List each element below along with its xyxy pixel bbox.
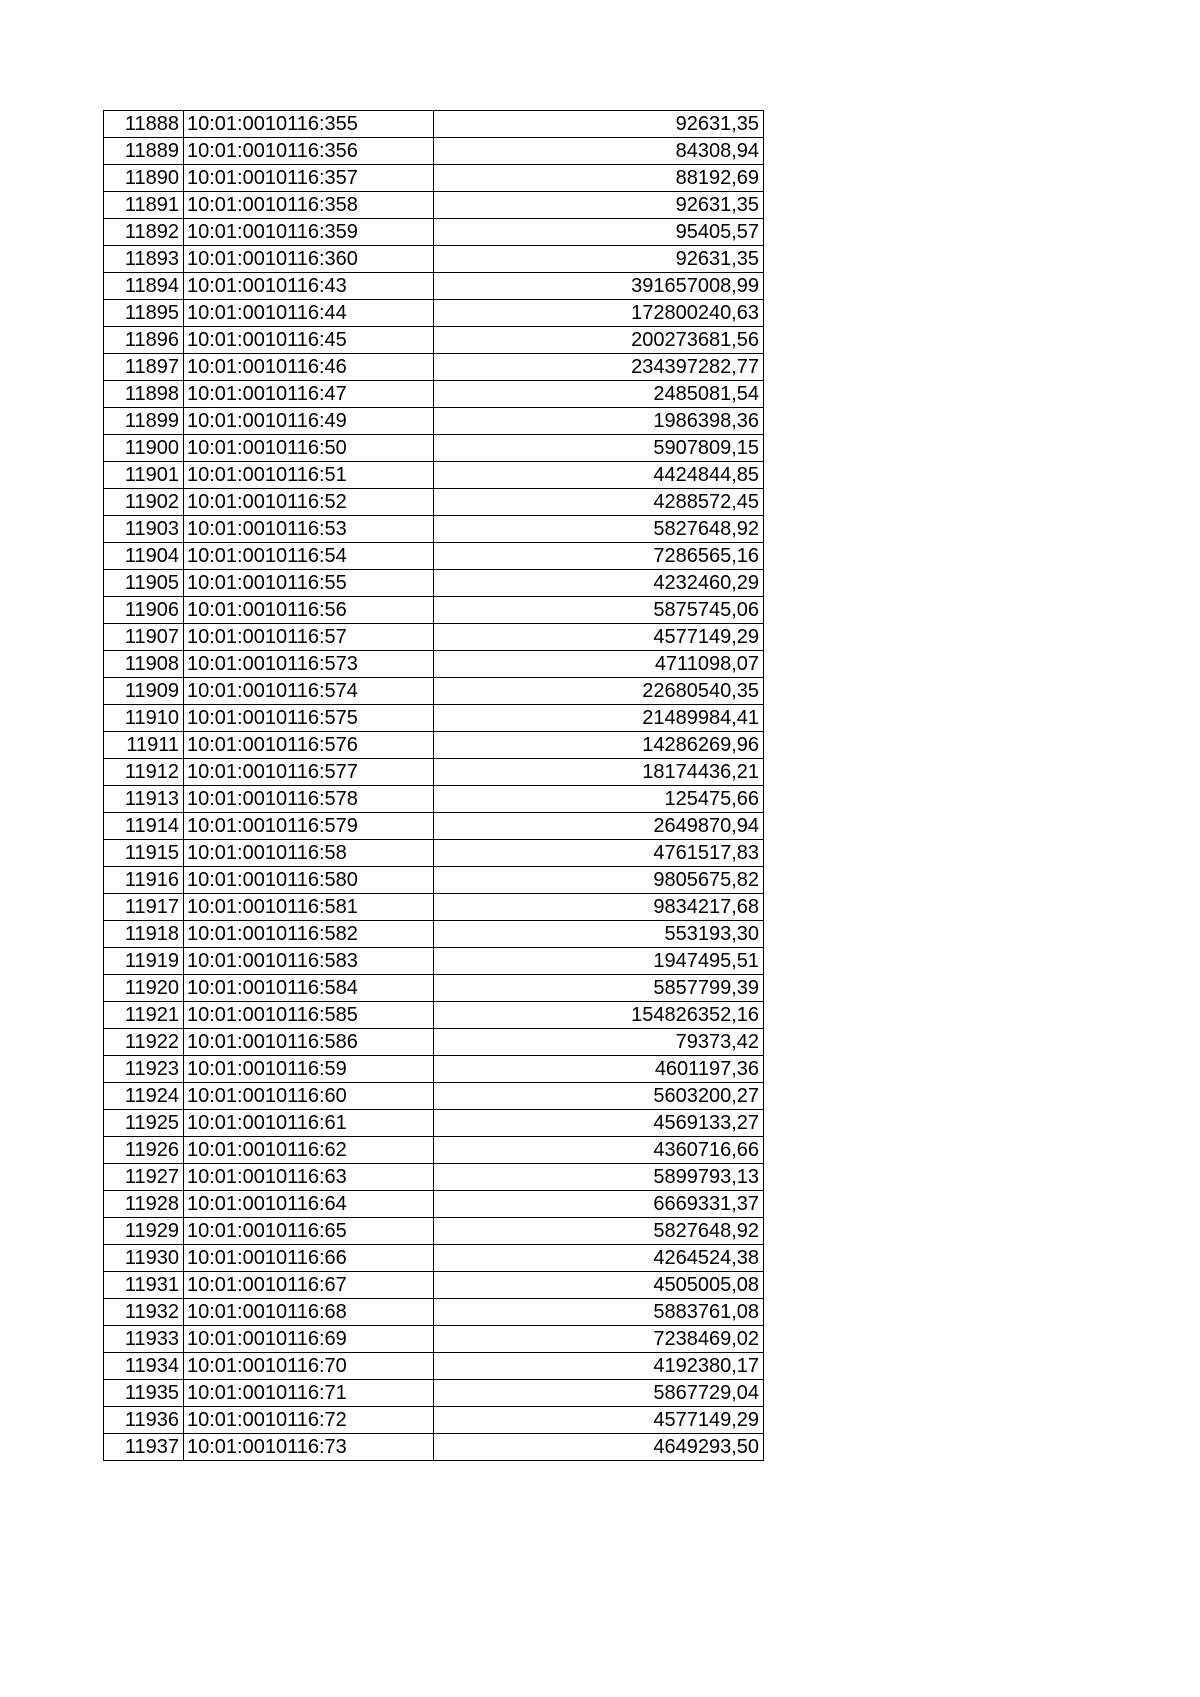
row-number-cell: 11927	[104, 1164, 184, 1191]
row-number-cell: 11925	[104, 1110, 184, 1137]
cadastral-number-cell: 10:01:0010116:72	[184, 1407, 434, 1434]
value-cell: 4424844,85	[434, 462, 764, 489]
table-row	[104, 1164, 764, 1191]
value-cell: 5827648,92	[434, 516, 764, 543]
value-cell: 4264524,38	[434, 1245, 764, 1272]
row-number-cell: 11913	[104, 786, 184, 813]
table-row	[104, 300, 764, 327]
row-number-cell: 11891	[104, 192, 184, 219]
row-number-cell: 11932	[104, 1299, 184, 1326]
cadastral-number-cell: 10:01:0010116:360	[184, 246, 434, 273]
cadastral-number-cell: 10:01:0010116:359	[184, 219, 434, 246]
table-row	[104, 840, 764, 867]
row-number-cell: 11907	[104, 624, 184, 651]
cadastral-number-cell: 10:01:0010116:586	[184, 1029, 434, 1056]
cadastral-number-cell: 10:01:0010116:64	[184, 1191, 434, 1218]
table-row	[104, 624, 764, 651]
table-row	[104, 705, 764, 732]
value-cell: 79373,42	[434, 1029, 764, 1056]
value-cell: 5875745,06	[434, 597, 764, 624]
cadastral-number-cell: 10:01:0010116:577	[184, 759, 434, 786]
table-row	[104, 543, 764, 570]
row-number-cell: 11933	[104, 1326, 184, 1353]
table-row	[104, 408, 764, 435]
value-cell: 18174436,21	[434, 759, 764, 786]
value-cell: 1986398,36	[434, 408, 764, 435]
table-row	[104, 219, 764, 246]
table-row	[104, 192, 764, 219]
table-row	[104, 1434, 764, 1461]
table-row	[104, 732, 764, 759]
cadastral-number-cell: 10:01:0010116:58	[184, 840, 434, 867]
cadastral-number-cell: 10:01:0010116:578	[184, 786, 434, 813]
table-row	[104, 1056, 764, 1083]
table-row	[104, 1191, 764, 1218]
value-cell: 5907809,15	[434, 435, 764, 462]
value-cell: 14286269,96	[434, 732, 764, 759]
cadastral-number-cell: 10:01:0010116:54	[184, 543, 434, 570]
table-row	[104, 597, 764, 624]
table-row	[104, 1407, 764, 1434]
cadastral-number-cell: 10:01:0010116:44	[184, 300, 434, 327]
row-number-cell: 11888	[104, 111, 184, 138]
cadastral-number-cell: 10:01:0010116:59	[184, 1056, 434, 1083]
cadastral-number-cell: 10:01:0010116:60	[184, 1083, 434, 1110]
table-row	[104, 867, 764, 894]
row-number-cell: 11899	[104, 408, 184, 435]
cadastral-number-cell: 10:01:0010116:65	[184, 1218, 434, 1245]
value-cell: 2649870,94	[434, 813, 764, 840]
row-number-cell: 11901	[104, 462, 184, 489]
value-cell: 125475,66	[434, 786, 764, 813]
cadastral-number-cell: 10:01:0010116:68	[184, 1299, 434, 1326]
value-cell: 5603200,27	[434, 1083, 764, 1110]
value-cell: 4192380,17	[434, 1353, 764, 1380]
row-number-cell: 11914	[104, 813, 184, 840]
cadastral-number-cell: 10:01:0010116:49	[184, 408, 434, 435]
row-number-cell: 11924	[104, 1083, 184, 1110]
row-number-cell: 11937	[104, 1434, 184, 1461]
row-number-cell: 11928	[104, 1191, 184, 1218]
row-number-cell: 11898	[104, 381, 184, 408]
value-cell: 1947495,51	[434, 948, 764, 975]
value-cell: 154826352,16	[434, 1002, 764, 1029]
cadastral-number-cell: 10:01:0010116:51	[184, 462, 434, 489]
cadastral-number-cell: 10:01:0010116:69	[184, 1326, 434, 1353]
value-cell: 5883761,08	[434, 1299, 764, 1326]
table-row	[104, 1029, 764, 1056]
value-cell: 4569133,27	[434, 1110, 764, 1137]
value-cell: 4711098,07	[434, 651, 764, 678]
row-number-cell: 11926	[104, 1137, 184, 1164]
table-row	[104, 678, 764, 705]
cadastral-number-cell: 10:01:0010116:47	[184, 381, 434, 408]
row-number-cell: 11918	[104, 921, 184, 948]
table-row	[104, 273, 764, 300]
row-number-cell: 11890	[104, 165, 184, 192]
cadastral-number-cell: 10:01:0010116:583	[184, 948, 434, 975]
row-number-cell: 11894	[104, 273, 184, 300]
value-cell: 172800240,63	[434, 300, 764, 327]
value-cell: 2485081,54	[434, 381, 764, 408]
table-row	[104, 1380, 764, 1407]
cadastral-number-cell: 10:01:0010116:356	[184, 138, 434, 165]
table-row	[104, 1002, 764, 1029]
row-number-cell: 11916	[104, 867, 184, 894]
table-row	[104, 651, 764, 678]
table-row	[104, 165, 764, 192]
cadastral-number-cell: 10:01:0010116:576	[184, 732, 434, 759]
cadastral-number-cell: 10:01:0010116:43	[184, 273, 434, 300]
value-cell: 4577149,29	[434, 1407, 764, 1434]
table-row	[104, 813, 764, 840]
row-number-cell: 11893	[104, 246, 184, 273]
value-cell: 21489984,41	[434, 705, 764, 732]
table-row	[104, 381, 764, 408]
table-row	[104, 327, 764, 354]
value-cell: 4232460,29	[434, 570, 764, 597]
value-cell: 553193,30	[434, 921, 764, 948]
row-number-cell: 11895	[104, 300, 184, 327]
table-row	[104, 1245, 764, 1272]
table-row	[104, 786, 764, 813]
table-row	[104, 894, 764, 921]
row-number-cell: 11897	[104, 354, 184, 381]
row-number-cell: 11921	[104, 1002, 184, 1029]
row-number-cell: 11930	[104, 1245, 184, 1272]
row-number-cell: 11910	[104, 705, 184, 732]
value-cell: 4761517,83	[434, 840, 764, 867]
cadastral-number-cell: 10:01:0010116:358	[184, 192, 434, 219]
cadastral-number-cell: 10:01:0010116:582	[184, 921, 434, 948]
cadastral-number-cell: 10:01:0010116:73	[184, 1434, 434, 1461]
row-number-cell: 11912	[104, 759, 184, 786]
table-row	[104, 1353, 764, 1380]
table-row	[104, 1110, 764, 1137]
row-number-cell: 11923	[104, 1056, 184, 1083]
table-row	[104, 462, 764, 489]
row-number-cell: 11902	[104, 489, 184, 516]
value-cell: 7238469,02	[434, 1326, 764, 1353]
table-row	[104, 435, 764, 462]
table-row	[104, 138, 764, 165]
value-cell: 5857799,39	[434, 975, 764, 1002]
row-number-cell: 11919	[104, 948, 184, 975]
cadastral-number-cell: 10:01:0010116:355	[184, 111, 434, 138]
cadastral-number-cell: 10:01:0010116:50	[184, 435, 434, 462]
value-cell: 6669331,37	[434, 1191, 764, 1218]
data-table	[103, 110, 764, 1461]
row-number-cell: 11915	[104, 840, 184, 867]
row-number-cell: 11935	[104, 1380, 184, 1407]
row-number-cell: 11936	[104, 1407, 184, 1434]
cadastral-number-cell: 10:01:0010116:53	[184, 516, 434, 543]
table-row	[104, 1083, 764, 1110]
value-cell: 4601197,36	[434, 1056, 764, 1083]
row-number-cell: 11931	[104, 1272, 184, 1299]
value-cell: 92631,35	[434, 246, 764, 273]
cadastral-number-cell: 10:01:0010116:580	[184, 867, 434, 894]
row-number-cell: 11889	[104, 138, 184, 165]
row-number-cell: 11922	[104, 1029, 184, 1056]
value-cell: 234397282,77	[434, 354, 764, 381]
cadastral-number-cell: 10:01:0010116:579	[184, 813, 434, 840]
cadastral-number-cell: 10:01:0010116:585	[184, 1002, 434, 1029]
cadastral-number-cell: 10:01:0010116:66	[184, 1245, 434, 1272]
table-row	[104, 975, 764, 1002]
table-row	[104, 570, 764, 597]
value-cell: 4505005,08	[434, 1272, 764, 1299]
cadastral-number-cell: 10:01:0010116:62	[184, 1137, 434, 1164]
cadastral-number-cell: 10:01:0010116:46	[184, 354, 434, 381]
value-cell: 92631,35	[434, 111, 764, 138]
value-cell: 92631,35	[434, 192, 764, 219]
value-cell: 22680540,35	[434, 678, 764, 705]
row-number-cell: 11904	[104, 543, 184, 570]
value-cell: 4360716,66	[434, 1137, 764, 1164]
value-cell: 9805675,82	[434, 867, 764, 894]
table-row	[104, 1137, 764, 1164]
table-row	[104, 1218, 764, 1245]
cadastral-number-cell: 10:01:0010116:55	[184, 570, 434, 597]
table-row	[104, 516, 764, 543]
row-number-cell: 11905	[104, 570, 184, 597]
value-cell: 88192,69	[434, 165, 764, 192]
value-cell: 7286565,16	[434, 543, 764, 570]
cadastral-number-cell: 10:01:0010116:70	[184, 1353, 434, 1380]
row-number-cell: 11906	[104, 597, 184, 624]
value-cell: 4649293,50	[434, 1434, 764, 1461]
table-row	[104, 921, 764, 948]
table-row	[104, 948, 764, 975]
table-row	[104, 1326, 764, 1353]
value-cell: 9834217,68	[434, 894, 764, 921]
table-row	[104, 354, 764, 381]
table-row	[104, 246, 764, 273]
row-number-cell: 11911	[104, 732, 184, 759]
cadastral-number-cell: 10:01:0010116:45	[184, 327, 434, 354]
cadastral-number-cell: 10:01:0010116:357	[184, 165, 434, 192]
cadastral-number-cell: 10:01:0010116:63	[184, 1164, 434, 1191]
table-body	[104, 111, 764, 1461]
value-cell: 200273681,56	[434, 327, 764, 354]
row-number-cell: 11903	[104, 516, 184, 543]
cadastral-number-cell: 10:01:0010116:573	[184, 651, 434, 678]
row-number-cell: 11908	[104, 651, 184, 678]
cadastral-number-cell: 10:01:0010116:56	[184, 597, 434, 624]
value-cell: 391657008,99	[434, 273, 764, 300]
cadastral-number-cell: 10:01:0010116:71	[184, 1380, 434, 1407]
row-number-cell: 11892	[104, 219, 184, 246]
row-number-cell: 11900	[104, 435, 184, 462]
cadastral-number-cell: 10:01:0010116:52	[184, 489, 434, 516]
value-cell: 4577149,29	[434, 624, 764, 651]
value-cell: 5827648,92	[434, 1218, 764, 1245]
table-row	[104, 759, 764, 786]
table-row	[104, 111, 764, 138]
row-number-cell: 11917	[104, 894, 184, 921]
value-cell: 5899793,13	[434, 1164, 764, 1191]
table-row	[104, 1299, 764, 1326]
value-cell: 5867729,04	[434, 1380, 764, 1407]
cadastral-number-cell: 10:01:0010116:584	[184, 975, 434, 1002]
value-cell: 84308,94	[434, 138, 764, 165]
row-number-cell: 11920	[104, 975, 184, 1002]
cadastral-number-cell: 10:01:0010116:574	[184, 678, 434, 705]
cadastral-number-cell: 10:01:0010116:61	[184, 1110, 434, 1137]
value-cell: 95405,57	[434, 219, 764, 246]
cadastral-number-cell: 10:01:0010116:67	[184, 1272, 434, 1299]
row-number-cell: 11909	[104, 678, 184, 705]
row-number-cell: 11896	[104, 327, 184, 354]
table-row	[104, 489, 764, 516]
value-cell: 4288572,45	[434, 489, 764, 516]
row-number-cell: 11929	[104, 1218, 184, 1245]
row-number-cell: 11934	[104, 1353, 184, 1380]
cadastral-number-cell: 10:01:0010116:57	[184, 624, 434, 651]
cadastral-number-cell: 10:01:0010116:581	[184, 894, 434, 921]
table-row	[104, 1272, 764, 1299]
cadastral-number-cell: 10:01:0010116:575	[184, 705, 434, 732]
